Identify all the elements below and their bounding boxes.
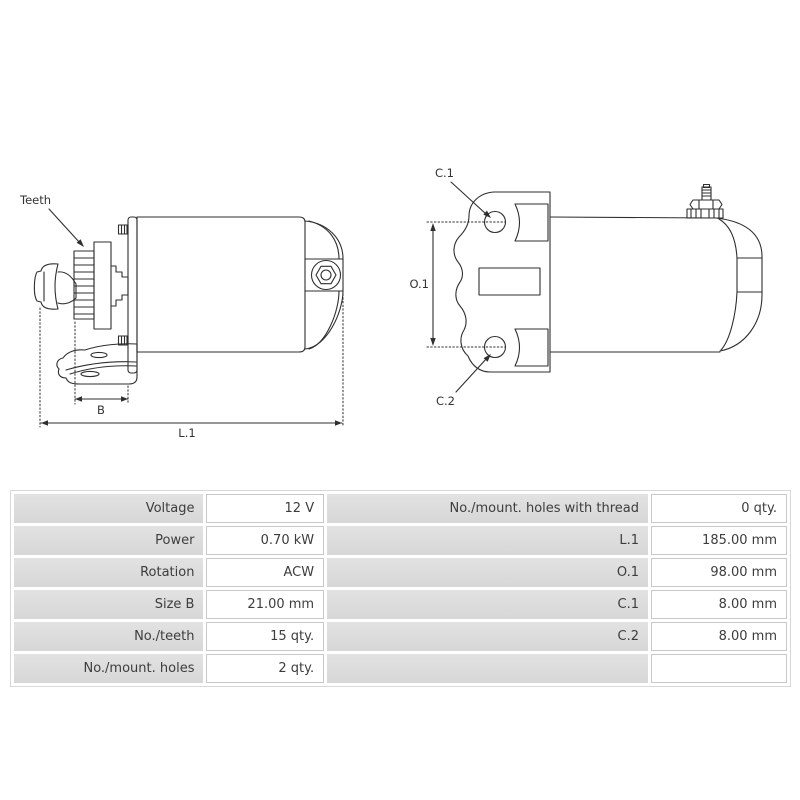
c1-arrowhead <box>483 211 491 218</box>
spec-label-size-b: Size B <box>14 590 203 619</box>
teeth-leader-line <box>49 209 80 243</box>
spec-label-rotation: Rotation <box>14 558 203 587</box>
teeth-label: Teeth <box>20 193 52 207</box>
dim-b-label: B <box>97 403 105 417</box>
spec-value-teeth: 15 qty. <box>206 622 324 651</box>
end-cap-right <box>716 218 762 351</box>
spec-table-container <box>10 490 791 687</box>
spec-label-l1: L.1 <box>327 526 648 555</box>
drive-end-cap <box>34 264 58 309</box>
dim-o1-label: O.1 <box>409 277 429 291</box>
pinion-shaft <box>58 272 76 304</box>
flange-cutout-bottom <box>515 329 548 366</box>
c1-leader-line <box>451 182 486 214</box>
spec-value-power: 0.70 kW <box>206 526 324 555</box>
spec-value-rotation: ACW <box>206 558 324 587</box>
table-row <box>14 654 787 683</box>
flange-window <box>479 268 540 295</box>
spec-value-l1: 185.00 mm <box>651 526 787 555</box>
right-view-flange <box>409 166 762 408</box>
dimension-o1 <box>409 222 505 347</box>
flange-cutout-top <box>515 204 548 241</box>
spec-value-o1: 98.00 mm <box>651 558 787 587</box>
mounting-stud-top <box>119 225 129 234</box>
spec-label-power: Power <box>14 526 203 555</box>
mounting-flange <box>454 192 550 372</box>
spec-label-mount-holes-thread: No./mount. holes with thread <box>327 494 648 523</box>
spec-label-c2: C.2 <box>327 622 648 651</box>
teeth-callout <box>19 193 84 247</box>
spec-label-teeth: No./teeth <box>14 622 203 651</box>
spec-label-c1: C.1 <box>327 590 648 619</box>
c1-label: C.1 <box>435 166 455 180</box>
spec-value-empty <box>651 654 787 683</box>
spec-label-mount-holes: No./mount. holes <box>14 654 203 683</box>
spec-label-empty <box>327 654 648 683</box>
spec-value-voltage: 12 V <box>206 494 324 523</box>
stepped-shaft <box>111 266 128 306</box>
spec-value-mount-holes: 2 qty. <box>206 654 324 683</box>
pinion-gear <box>74 242 111 329</box>
terminal-stud <box>687 185 723 219</box>
spec-value-c1: 8.00 mm <box>651 590 787 619</box>
hex-bolt <box>312 261 341 290</box>
table-row <box>14 558 787 587</box>
spec-value-size-b: 21.00 mm <box>206 590 324 619</box>
end-cap <box>305 221 343 349</box>
table-row <box>14 590 787 619</box>
c2-label: C.2 <box>436 394 456 408</box>
spec-value-mount-holes-thread: 0 qty. <box>651 494 787 523</box>
flange-plate <box>128 217 137 373</box>
dim-l1-label: L.1 <box>178 426 196 440</box>
c1-callout <box>435 166 491 218</box>
spec-value-c2: 8.00 mm <box>651 622 787 651</box>
left-view-side <box>19 193 343 440</box>
dimension-l1 <box>40 294 343 440</box>
spec-label-voltage: Voltage <box>14 494 203 523</box>
gear-disc <box>94 242 111 329</box>
spec-label-o1: O.1 <box>327 558 648 587</box>
mounting-bracket <box>57 344 137 384</box>
c2-callout <box>436 354 491 408</box>
spec-table <box>10 490 791 687</box>
table-row <box>14 494 787 523</box>
table-row <box>14 526 787 555</box>
table-row <box>14 622 787 651</box>
motor-body <box>137 217 305 352</box>
